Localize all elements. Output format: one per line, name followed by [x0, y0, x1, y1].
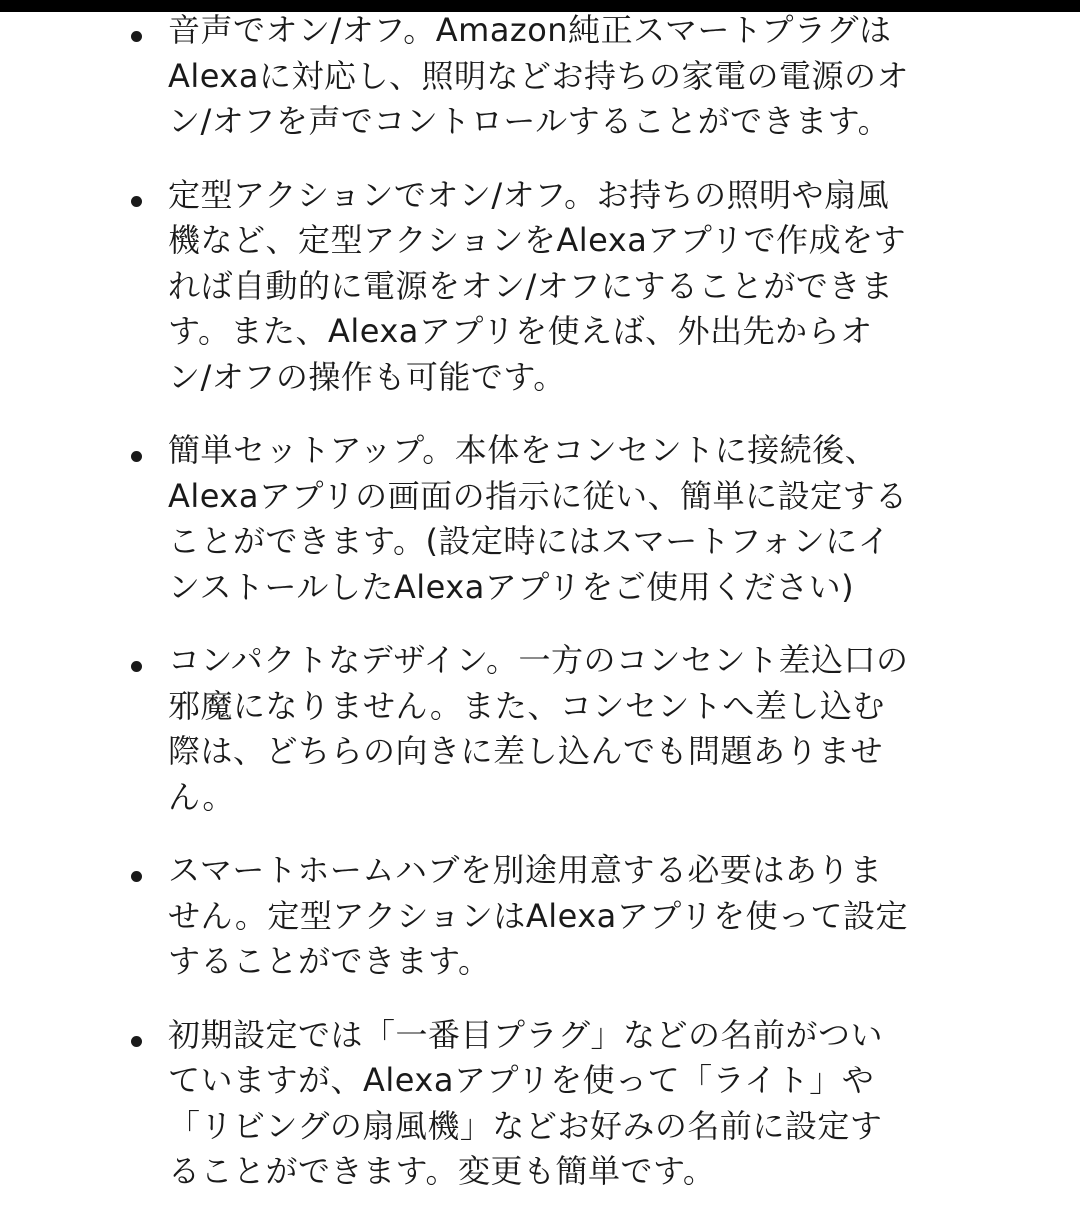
- feature-text-line: Alexaに対応し、照明などお持ちの家電の電源のオ: [168, 56, 909, 95]
- bullet-dot-icon: [131, 661, 142, 672]
- bullet-dot-icon: [131, 451, 142, 462]
- feature-item: [0, 428, 1080, 610]
- feature-text-line: することができます。: [168, 942, 491, 980]
- feature-text-line: ン/オフを声でコントロールすることができます。: [168, 102, 891, 140]
- feature-text-line: ていますが、Alexaアプリを使って「ライト」や: [168, 1061, 875, 1099]
- feature-text-line: 音声でオン/オフ。Amazon純正スマートプラグは: [168, 11, 892, 49]
- bullet-dot-icon: [131, 31, 142, 42]
- feature-text-line: コンパクトなデザイン。一方のコンセント差込口の: [168, 641, 909, 679]
- feature-item: [0, 8, 1080, 145]
- feature-item: [0, 848, 1080, 985]
- feature-text-line: 「リビングの扇風機」などお好みの名前に設定す: [168, 1106, 883, 1145]
- feature-text-line: 機など、定型アクションをAlexaアプリで作成をす: [168, 221, 907, 259]
- feature-item: [0, 1013, 1080, 1195]
- feature-text-line: 簡単セットアップ。本体をコンセントに接続後、: [168, 431, 878, 469]
- feature-text-line: れば自動的に電源をオン/オフにすることができま: [168, 266, 894, 305]
- feature-text-line: スマートホームハブを別途用意する必要はありま: [168, 851, 883, 889]
- feature-text-line: Alexaアプリの画面の指示に従い、簡単に設定する: [168, 476, 908, 515]
- feature-text-line: 邪魔になりません。また、コンセントへ差し込む: [168, 686, 885, 725]
- bullet-dot-icon: [131, 196, 142, 207]
- feature-item: [0, 638, 1080, 820]
- feature-text-line: せん。定型アクションはAlexaアプリを使って設定: [168, 896, 908, 935]
- feature-text-line: す。また、Alexaアプリを使えば、外出先からオ: [168, 312, 873, 350]
- feature-text-line: 際は、どちらの向きに差し込んでも問題ありませ: [168, 732, 884, 770]
- bullet-dot-icon: [131, 871, 142, 882]
- feature-text-line: 定型アクションでオン/オフ。お持ちの照明や扇風: [168, 175, 890, 214]
- feature-text-line: ることができます。変更も簡単です。: [168, 1152, 716, 1190]
- feature-text-line: ことができます。(設定時にはスマートフォンにイ: [168, 522, 891, 560]
- bullet-dot-icon: [131, 1036, 142, 1047]
- feature-item: [0, 173, 1080, 401]
- feature-text-line: ん。: [168, 777, 235, 816]
- feature-bullet-list: [0, 8, 1080, 1223]
- feature-text-line: 初期設定では「一番目プラグ」などの名前がつい: [168, 1015, 884, 1054]
- feature-text-line: ン/オフの操作も可能です。: [168, 357, 566, 396]
- feature-text-line: ンストールしたAlexaアプリをご使用ください): [168, 567, 855, 606]
